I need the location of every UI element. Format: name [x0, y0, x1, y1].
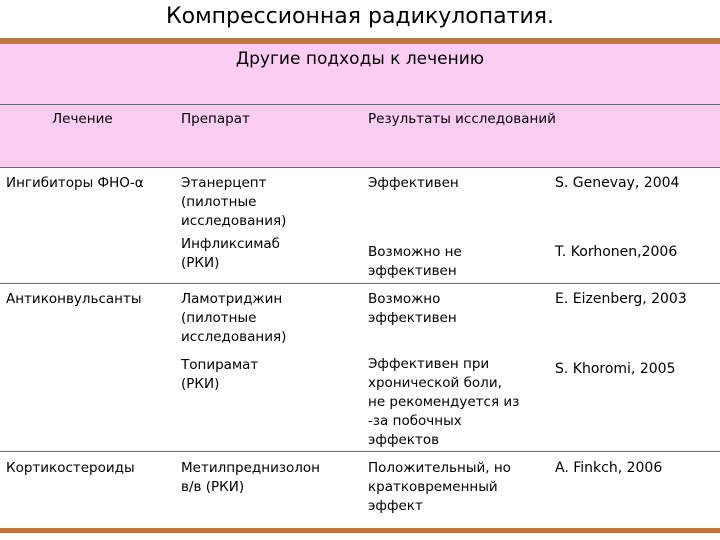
row-1-ref-2: T. Korhonen,2006 [555, 244, 678, 260]
header-divider [0, 167, 720, 168]
row-2-treatment: Антиконвульсанты [6, 291, 142, 307]
table-subtitle: Другие подходы к лечению [235, 49, 485, 69]
row-1-result-1: Эффективен [368, 175, 459, 191]
row-2-drug-2: Топирамат (РКИ) [181, 357, 259, 392]
row-3-ref-1: A. Finkch, 2006 [555, 460, 663, 476]
bottom-divider [0, 528, 720, 533]
row-1-treatment: Ингибиторы ФНО-α [6, 175, 144, 191]
row-1-drug-1: Этанерцепт (пилотные исследования) [181, 175, 287, 229]
row-1-divider [0, 283, 720, 284]
header-drug: Препарат [181, 111, 250, 127]
row-2-result-2: Эффективен при хронической боли, не рекомендуется из -за побочных эффектов [368, 356, 520, 448]
row-2-divider [0, 451, 720, 452]
row-3-treatment: Кортикостероиды [6, 460, 135, 476]
header-treatment: Лечение [52, 111, 113, 127]
row-1-ref-1: S. Genevay, 2004 [555, 175, 680, 191]
header-results: Результаты исследований [368, 111, 556, 127]
row-2-ref-2: S. Khoromi, 2005 [555, 361, 676, 377]
row-2-result-1: Возможно эффективен [368, 291, 457, 326]
row-3-result-1: Положительный, но кратковременный эффект [368, 460, 511, 514]
row-2-ref-1: E. Eizenberg, 2003 [555, 291, 687, 307]
row-1-result-2: Возможно не эффективен [368, 244, 462, 279]
row-3-drug-1: Метилпреднизолон в/в (РКИ) [181, 460, 321, 495]
row-1-drug-2: Инфликсимаб (РКИ) [181, 236, 281, 271]
row-2-drug-1: Ламотриджин (пилотные исследования) [181, 291, 287, 345]
page-title: Компрессионная радикулопатия. [166, 4, 554, 29]
